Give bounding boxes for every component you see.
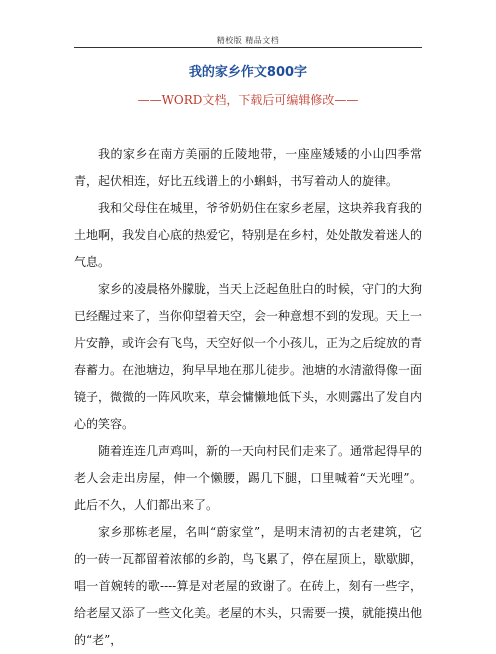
document-body [74,141,422,654]
paragraph: 家乡那栋老屋，名叫“蔚家堂”，是明末清初的古老建筑，它的一砖一瓦都留着浓郁的乡韵，鸟飞累了，停在屋顶上，歇歇脚，唱一首婉转的歌----算是对老屋的致谢了。在砖上，刻有一些字，给老屋又添了一些文化美。老屋的木头，只需要一摸，就能摸出他的“老”， [74,525,423,647]
paragraph: 我的家乡在南方美丽的丘陵地带，一座座矮矮的小山四季常青，起伏相连，好比五线谱上的小蝌蚪，书写着动人的旋律。 [74,147,422,188]
header-divider [74,47,422,48]
paragraph: 我和父母住在城里，爷爷奶奶住在家乡老屋，这块养我育我的土地啊，我发自心底的热爱它，特别是在乡村，处处散发着迷人的气息。 [74,201,423,269]
paragraph: 随着连连几声鸡叫，新的一天向村民们走来了。通常起得早的老人会走出房屋，伸一个懒腰，踢几下腿，口里喊着“天光哩”。此后不久，人们都出来了。 [74,444,423,512]
paragraph: 家乡的凌晨格外朦胧，当天上泛起鱼肚白的时候，守门的大狗已经醒过来了，当你仰望着天空，会一种意想不到的发现。天上一片安静，或许会有飞鸟，天空好似一个小孩儿，正为之后绽放的青春蓄力。在池塘边，狗早早地在那儿徒步。池塘的水清澈得像一面镜子，微微的一阵风吹来，草会慵懒地低下头，水则露出了发自内心的笑容。 [74,282,423,431]
document-title: 我的家乡作文800字 [188,65,308,80]
page-header: 精校版 精品文档 [216,36,280,45]
document-subtitle: ——WORD文档，下载后可编辑修改—— [137,93,359,107]
